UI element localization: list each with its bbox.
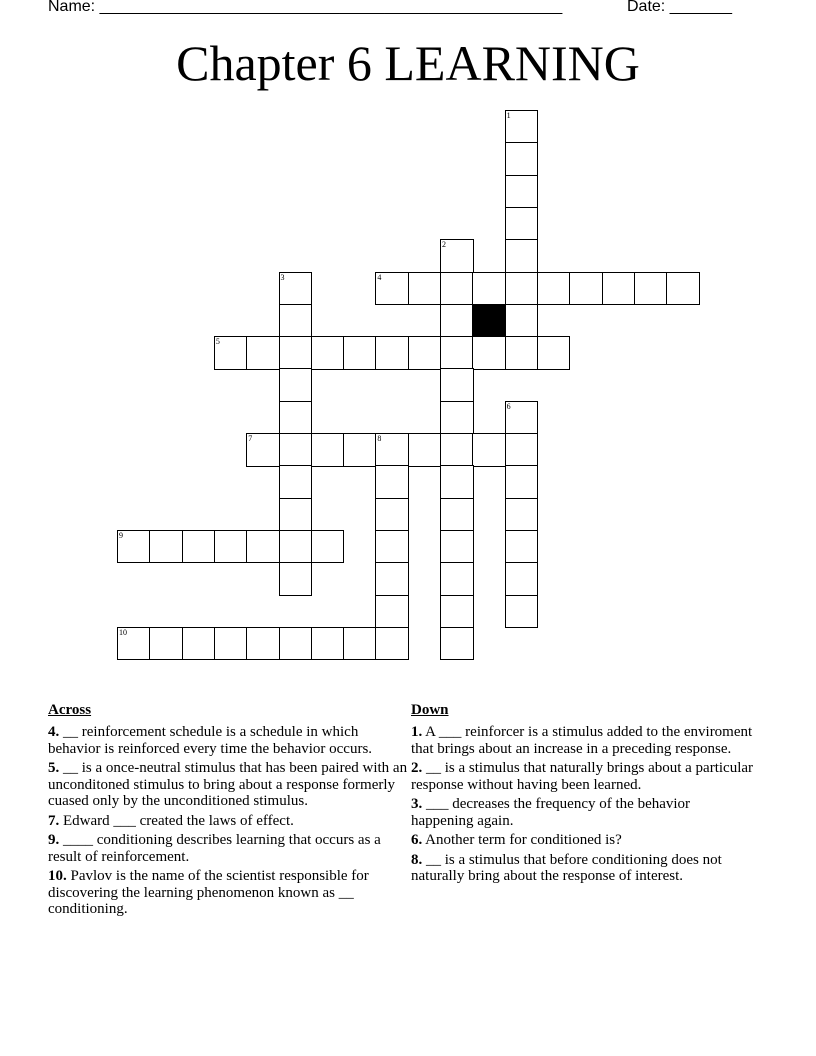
grid-cell[interactable] <box>343 627 377 661</box>
grid-cell[interactable] <box>375 530 409 564</box>
grid-cell[interactable] <box>246 627 280 661</box>
grid-cell[interactable] <box>505 175 539 209</box>
grid-cell[interactable] <box>375 627 409 661</box>
clue-number: 8 <box>377 434 382 443</box>
grid-cell[interactable] <box>440 272 474 306</box>
clue-number: 3 <box>280 272 285 282</box>
grid-cell[interactable] <box>569 272 603 306</box>
grid-cell[interactable] <box>279 401 313 435</box>
grid-cell[interactable] <box>375 562 409 596</box>
grid-cell[interactable] <box>472 272 506 306</box>
clue-number: 4 <box>377 272 382 282</box>
down-clues <box>411 702 756 888</box>
clue-across-7: 7. Edward ___ created the laws of effect. <box>48 812 294 829</box>
clue-down-6: 6. Another term for conditioned is? <box>411 832 622 848</box>
grid-cell[interactable] <box>440 498 474 532</box>
grid-cell[interactable] <box>149 530 183 564</box>
grid-cell[interactable] <box>343 433 377 467</box>
grid-cell[interactable] <box>505 530 539 564</box>
grid-cell[interactable] <box>214 336 248 370</box>
grid-cell[interactable] <box>505 465 539 499</box>
clue-across-10: 10. Pavlov is the name of the scientist responsible for discovering the learning phenomenon known as __ conditioning. <box>48 868 369 917</box>
grid-cell[interactable] <box>505 142 539 176</box>
clue-number: 10 <box>119 627 127 637</box>
grid-cell[interactable] <box>375 465 409 499</box>
clue-across-4: 4. __ reinforcement schedule is a schedule in which behavior is reinforced every time the behavior occurs. <box>48 724 373 757</box>
grid-cell[interactable] <box>440 304 474 338</box>
clue-down-2: 2. __ is a stimulus that naturally brings about a particular response without having been learned. <box>411 760 754 793</box>
clue-number: 9 <box>119 530 123 540</box>
clue-number: 1 <box>506 111 511 120</box>
clue-number: 2 <box>442 240 446 250</box>
grid-cell[interactable] <box>279 368 313 402</box>
grid-cell[interactable] <box>279 433 313 467</box>
grid-cell[interactable] <box>634 272 668 306</box>
grid-cell[interactable] <box>149 627 183 661</box>
grid-cell[interactable] <box>440 401 474 435</box>
grid-cell[interactable] <box>343 336 377 370</box>
grid-cell[interactable] <box>440 465 474 499</box>
grid-cell[interactable] <box>537 272 571 306</box>
clue-across-9: 9. ____ conditioning describes learning that occurs as a result of reinforcement. <box>48 832 381 865</box>
grid-cell[interactable] <box>505 401 539 435</box>
grid-cell[interactable] <box>375 595 409 629</box>
grid-cell[interactable] <box>666 272 700 306</box>
grid-cell[interactable] <box>279 627 313 661</box>
grid-cell[interactable] <box>505 110 539 144</box>
clue-number: 5 <box>215 337 220 347</box>
grid-cell[interactable] <box>472 336 506 370</box>
grid-cell[interactable] <box>537 336 571 370</box>
grid-cell[interactable] <box>246 336 280 370</box>
grid-cell[interactable] <box>505 272 539 306</box>
grid-cell[interactable] <box>311 627 345 661</box>
grid-cell[interactable] <box>505 498 539 532</box>
clue-down-3: 3. ___ decreases the frequency of the behavior happening again. <box>411 796 691 829</box>
grid-cell[interactable] <box>279 498 313 532</box>
grid-cell[interactable] <box>182 627 216 661</box>
date-line: Date: _______ <box>627 0 732 15</box>
clue-number: 7 <box>248 434 253 443</box>
grid-cell[interactable] <box>505 336 539 370</box>
grid-cell[interactable] <box>440 433 474 467</box>
grid-cell[interactable] <box>311 336 345 370</box>
grid-cell[interactable] <box>375 272 409 306</box>
grid-cell[interactable] <box>279 465 313 499</box>
grid-cell[interactable] <box>117 530 151 564</box>
grid-cell[interactable] <box>311 433 345 467</box>
clue-number: 6 <box>506 401 511 411</box>
grid-cell[interactable] <box>375 336 409 370</box>
down-heading: Down <box>411 702 449 718</box>
grid-cell[interactable] <box>505 433 539 467</box>
grid-cell[interactable] <box>408 336 442 370</box>
grid-cell[interactable] <box>440 336 474 370</box>
grid-cell[interactable] <box>311 530 345 564</box>
grid-cell[interactable] <box>246 530 280 564</box>
grid-cell[interactable] <box>472 433 506 467</box>
page-title: Chapter 6 LEARNING <box>176 35 640 91</box>
grid-cell[interactable] <box>440 562 474 596</box>
grid-cell[interactable] <box>505 304 539 338</box>
grid-cell[interactable] <box>279 336 313 370</box>
grid-cell[interactable] <box>440 368 474 402</box>
grid-cell[interactable] <box>375 498 409 532</box>
grid-cell[interactable] <box>440 627 474 661</box>
grid-cell[interactable] <box>279 272 313 306</box>
grid-cell[interactable] <box>505 595 539 629</box>
grid-cell[interactable] <box>214 627 248 661</box>
clue-across-5: 5. __ is a once-neutral stimulus that has been paired with an unconditoned stimulus to bring about a response formerly cuased only by the unconditioned stimulus. <box>48 760 408 809</box>
grid-cell[interactable] <box>440 239 474 273</box>
grid-cell[interactable] <box>117 627 151 661</box>
grid-cell[interactable] <box>375 433 409 467</box>
grid-cell-black <box>472 304 506 338</box>
grid-cell[interactable] <box>505 207 539 241</box>
across-heading: Across <box>48 702 92 718</box>
grid-cell[interactable] <box>279 562 313 596</box>
grid-cell[interactable] <box>279 304 313 338</box>
grid-cell[interactable] <box>408 272 442 306</box>
clue-down-8: 8. __ is a stimulus that before conditioning does not naturally bring about the response of interest. <box>411 851 722 884</box>
grid-cell[interactable] <box>246 433 280 467</box>
grid-cell[interactable] <box>602 272 636 306</box>
grid-cell[interactable] <box>440 530 474 564</box>
grid-cell[interactable] <box>182 530 216 564</box>
grid-cell[interactable] <box>408 433 442 467</box>
grid-cell[interactable] <box>440 595 474 629</box>
grid-cell[interactable] <box>279 530 313 564</box>
grid-cell[interactable] <box>505 562 539 596</box>
grid-cell[interactable] <box>214 530 248 564</box>
grid-cell[interactable] <box>505 239 539 273</box>
clue-down-1: 1. A ___ reinforcer is a stimulus added to the enviroment that brings about an increase in a preceding response. <box>411 724 753 757</box>
across-clues <box>48 702 408 921</box>
name-line: Name: ____________________________________________________ <box>48 0 563 15</box>
